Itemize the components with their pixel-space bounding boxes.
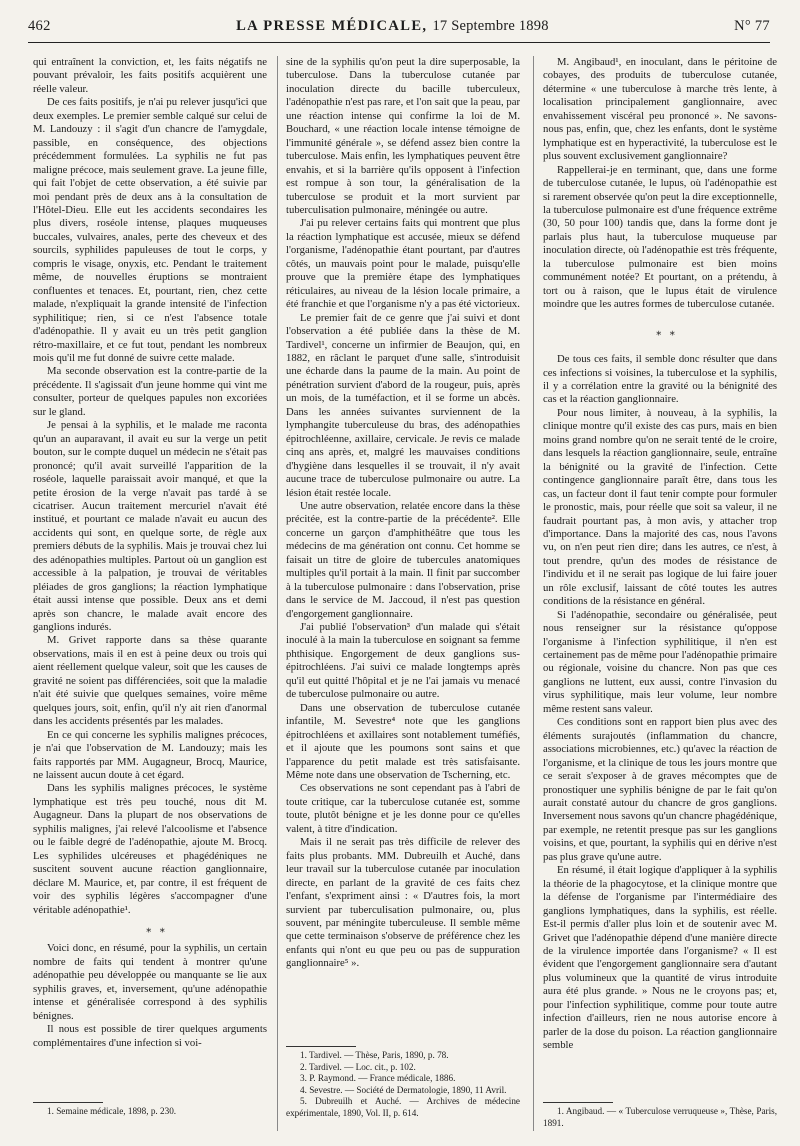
footnote: 1. Angibaud. — « Tuberculose verruqueuse », Thèse, Paris, 1891. (543, 1106, 777, 1128)
text-column-3 (543, 56, 777, 1136)
footnote-rule (543, 1102, 613, 1103)
column-body (33, 56, 267, 1086)
paragraph: De ces faits positifs, je n'ai pu relever jusqu'ici que deux exemples. Le premier semble calqué sur celui de M. Landouzy : il s'agit d'un chancre de l'amygdale, passible, en conséquence, des objections précédemment formulées. La syphilis ne fut pas maligne précoce, mais seulement grave. La jeune fille, qui fait l'objet de cette observation, a été suivie par moi pendant près de deux ans à la consultation de l'Hôtel-Dieu. Elle eut les accidents secondaires les plus divers, roséole intense, plaques muqueuses buccales, vulvaires, anales, perte des cheveux et des sourcils, syphilides papuleuses de tout le corps, y compris le visage, onyxis, etc. Pendant le traitement même, de nouvelles éruptions se montraient confluentes et tenaces. Et, pourtant, rien, chez cette malade, n'expliquait la grande intensité de l'infection syphilitique; rien, si ce n'est l'absence totale d'adénopathie. Il y avait eu un très petit ganglion rétro-maxillaire, et ce fut tout, pendant les nombreux mois qu'il me fut donné de suivre cette malade. (33, 96, 267, 364)
paragraph: qui entraînent la conviction, et, les faits négatifs ne pouvant prévaloir, les faits positifs acquièrent une réelle valeur. (33, 56, 267, 95)
footnote: 2. Tardivel. — Loc. cit., p. 102. (300, 1061, 416, 1072)
column-divider (277, 56, 278, 1131)
footnote-rule (286, 1046, 356, 1047)
text-column-2 (286, 56, 520, 1136)
paragraph: Il nous est possible de tirer quelques arguments complémentaires d'une infection si voi- (33, 1023, 267, 1049)
paragraph: Je pensai à la syphilis, et le malade me raconta qu'un an auparavant, il avait eu sur la verge un petit bouton, sur le compte duquel un médecin ne s'était pas prononcé; qu'il avait surveillé l'apparition de la roséole, laquelle paraissait avoir manqué, et que la petite érosion de la verge n'avait pas tardé à se cicatriser. Aucun traitement mercuriel n'avait été institué, et pourtant ce malade n'avait eu aucun des accidents qui sont, en quelque sorte, de règle aux premiers débuts de la syphilis. Mais je trouvai chez lui des adénopathies multiples. Partout où un ganglion est accessible à la palpation, je trouvai de véritables pléiades de gros ganglions; la réaction lymphatique était aussi intense que possible. Deux ans et demi après son chancre, le malade avait encore des ganglions indurés. (33, 419, 267, 634)
column-body (286, 56, 520, 1031)
paragraph: Une autre observation, relatée encore dans la thèse précitée, est la contre-partie de la précédente². Elle concerne un garçon d'amphithéâtre que tous les médecins de ma génération ont connu. Cet homme se faisait un titre de gloire de tubercules anatomiques multiples qu'il portait à la main. Il finit par succomber à la tuberculose pulmonaire : dans l'observation, prise dans le service de M. Jaccoud, il n'est pas question d'engorgement ganglionnaire. (286, 499, 520, 620)
paragraph: Voici donc, en résumé, pour la syphilis, un certain nombre de faits qui tendent à montrer qu'une adénopathie peu développée ou manquante se lie aux syphilis graves, et, inversement, qu'une adénopathie intense et généralisée correspond à des syphilis bénignes. (33, 942, 267, 1022)
footnote: 3. P. Raymond. — France médicale, 1886. (300, 1073, 456, 1083)
paragraph: Si l'adénopathie, secondaire ou généralisée, peut nous renseigner sur la résistance qu'oppose l'organisme à l'infection syphilitique, il n'en est certainement pas de même pour l'adénopathie primaire ou régionale, voisine du chancre. Non pas que ces ganglions ne luttent, eux aussi, contre l'invasion du virus syphilitique, mais leur volume, leur nombre même restent sans valeur. (543, 608, 777, 715)
footnote-rule (33, 1102, 103, 1103)
column-footnotes (33, 1096, 267, 1118)
paragraph: Rappellerai-je en terminant, que, dans une forme de tuberculose cutanée, le lupus, où l'adénopathie est si rarement observée qu'on peut la dire exceptionnelle, la tuberculose pulmonaire est d'une fréquence extrême (30, 50 pour 100) tandis que, dans la forme dont je parlais plus haut, la tuberculose muqueuse par inoculation directe, où l'adénopathie est très fréquente, la tuberculose pulmonaire est bien moins communément notée? Et pourtant, on a prétendu, à tort ou à raison, que le lupus était de virulence moindre que les autres formes de tuberculose cutanée. (543, 163, 777, 311)
paragraph: M. Grivet rapporte dans sa thèse quarante observations, mais il en est à peine deux ou trois qui aient réellement quelque valeur, soit que les causes de gravité ne soient pas différenciées, soit que la maladie n'ait été suivie que quelques semaines, voire même quelques jours, soit, enfin, qu'il n'y ait rien d'anormal dans les accidents présentés par les malades. (33, 634, 267, 728)
column-footnotes (286, 1040, 520, 1119)
paragraph: En ce qui concerne les syphilis malignes précoces, je n'ai que l'observation de M. Landouzy; mais les faits rapportés par MM. Augagneur, Brocq, Maurice, ne laissent aucun doute à cet égard. (33, 728, 267, 782)
journal-title (236, 18, 549, 35)
footnote: 1. Tardivel. — Thèse, Paris, 1890, p. 78. (300, 1050, 449, 1060)
paragraph: sine de la syphilis qu'on peut la dire superposable, la tuberculose. Dans la tuberculose cutanée par inoculation directe du bacille tuberculeux, l'adénopathie n'est pas rare, et l'on sait que la peau, par une réaction intense qui confirme la loi de M. Bouchard, « une réaction locale intense témoigne de l'immunité générale », se défend assez bien contre la tuberculose. Mais enfin, les lymphatiques peuvent être envahis, et si la barrière qu'ils opposent à l'infection est rompue à son tour, la généralisation de la tuberculose se produit et la mort survient par tuberculisation pulmonaire, méningée ou autre. (286, 56, 520, 216)
journal-name: LA PRESSE MÉDICALE, (236, 18, 428, 34)
section-separator: ⁎ ⁎ (656, 326, 678, 338)
page-header (28, 18, 770, 40)
footnote: 4. Sevestre. — Société de Dermatologie, 1890, 11 Avril. (300, 1084, 507, 1095)
paragraph: Dans les syphilis malignes précoces, le système lymphatique est très peu touché, nous dit M. Augagneur. Dans la plupart de nos observations de syphilis malignes, j'ai relevé l'alcoolisme et l'absence ou le faible degré de l'adénopathie, ajoute M. Brocq. Les syphilides ulcéreuses et phagédéniques ne suscitent souvent aucune réaction ganglionnaire, déclare M. Maurice, et, par contre, il est fréquent de voir des syphilis légères s'accompagner d'une véritable adénopathie¹. (33, 782, 267, 916)
page-number: 462 (28, 18, 51, 34)
footnote: 1. Semaine médicale, 1898, p. 230. (47, 1106, 177, 1116)
header-rule (28, 42, 770, 43)
paragraph: Ma seconde observation est la contre-partie de la précédente. Il s'agissait d'un jeune homme qui vint me consulter, porteur de quelques papules non excoriées sur le gland. (33, 365, 267, 418)
paragraph: Le premier fait de ce genre que j'ai suivi et dont l'observation a été publiée dans la thèse de M. Tardivel¹, concerne un infirmier de Beaujon, qui, en 1882, en râclant le parquet d'une salle, s'introduisit une écharde dans la paume de la main. Au point de pénétration survient d'abord de la rougeur, puis, après un mois, de la tuméfaction, et il se forme un abcès. Dans les années suivantes surviennent de la lymphangite tuberculeuse du bras, des adénopathies épitrochléenne, axillaire, cervicale. Je revis ce malade cinq ans après, et, malgré les mauvaises conditions d'hygiène dans lesquelles il se trouvait, il n'y avait aucune trace de tuberculose pulmonaire ou autre. La lésion était restée locale. (286, 311, 520, 499)
paragraph: Mais il ne serait pas très difficile de relever des faits plus probants. MM. Dubreuilh et Auché, dans leur travail sur la tuberculose cutanée par inoculation directe, en parlant de la gravité de ces faits chez l'enfant, s'expriment ainsi : « D'autres fois, la mort survient par tuberculisation pulmonaire, ou, plus souvent, par méningite tuberculeuse. Il semble même que cette terminaison s'observe de préférence chez les enfants qui n'ont eu que peu ou pas de suppuration ganglionnaire⁵ ». (286, 836, 520, 970)
paragraph: J'ai publié l'observation³ d'un malade qui s'était inoculé à la main la tuberculose en soignant sa femme phthisique. Engorgement de deux ganglions sus-épitrochléens. J'ai suivi ce malade longtemps après qu'il eut quitté l'hôpital et je ne l'ai jamais vu menacé de tuberculose pulmonaire ou autre. (286, 621, 520, 701)
paragraph: En résumé, il était logique d'appliquer à la syphilis la théorie de la phagocytose, et la clinique montre que la défense de l'organisme par l'intermédiaire des ganglions lymphatiques, dans la syphilis, est réelle. Est-il permis d'aller plus loin et de soutenir avec M. Grivet que l'adénopathie dépend d'une manière directe de la virulence importée dans l'organisme? « Il est évident que l'engorgement ganglionnaire sera d'autant plus volumineux que la quantité de virus introduite aura été plus grande. » Nous ne le croyons pas; et, pour l'infection syphilitique, comme pour toute autre infection d'ailleurs, rien ne nous autorise encore à parler de la dose du poison. La réaction ganglionnaire semble (543, 864, 777, 1052)
paragraph: Pour nous limiter, à nouveau, à la syphilis, la clinique montre qu'il existe des cas purs, mais en bien moins grand nombre qu'on ne serait tenté de le croire, dans lesquels la réaction ganglionnaire, seule, entraîne la bénignité ou la gravité de l'infection. Cette contingence ganglionnaire paraît être, dans tous les cas, un facteur dont il faut tenir compte pour formuler le pronostic, mais, pour réelle que soit sa valeur, il ne faudrait pourtant pas, à mon avis, y attacher trop d'importance. Dans la majorité des cas, nous l'avons vu, on n'en peut rien dire; dans les autres, ce n'est, à tout prendre, qu'un des modes de résistance de l'individu et il ne serait pas logique de lui faire jouer un rôle exclusif, laissant de côté toutes les autres conditions de la résistance en général. (543, 406, 777, 608)
paragraph: Ces conditions sont en rapport bien plus avec des éléments surajoutés (inflammation du chancre, associations microbiennes, etc.) qu'avec la réaction de l'organisme, et la clinique de tous les jours montre que ce serait s'exposer à de graves mécomptes que de pronostiquer une syphilis bénigne de par le fait qu'on aurait constaté autour du chancre de gros ganglions. Inversement nous savons qu'un chancre phagédénique, par exemple, ne retentit presque pas sur les ganglions voisins, et que, pourtant, la syphilis qui en dérive n'est pas plus grave qu'une autre. (543, 716, 777, 863)
column-footnotes (543, 1096, 777, 1129)
column-divider (533, 56, 534, 1131)
paragraph: Dans une observation de tuberculose cutanée infantile, M. Sevestre⁴ note que les ganglions épitrochléens et axillaires sont notablement tuméfiés, et il ajoute que les poumons sont sains et que l'apparence du petit malade est très satisfaisante. Même note dans une observation de Tscherning, etc. (286, 701, 520, 782)
paragraph: M. Angibaud¹, en inoculant, dans le péritoine de cobayes, des produits de tuberculose cutanée, détermine « une tuberculose à marche très lente, à localisation principalement ganglionnaire, avec envahissement viscéral peu prononcé ». Ne savons-nous pas, enfin, que, chez les enfants, dont le système lymphatique est en hyperactivité, la tuberculose est le plus souvent exclusivement ganglionnaire? (543, 56, 777, 163)
paragraph: Ces observations ne sont cependant pas à l'abri de toute critique, car la tuberculose cutanée est, somme toute, plutôt bénigne et je les donne pour ce qu'elles valent, à titre d'indication. (286, 782, 520, 835)
issue-number: N° 77 (734, 18, 770, 34)
column-body (543, 56, 777, 1086)
paragraph: J'ai pu relever certains faits qui montrent que plus la réaction lymphatique est accusée, mieux se défend l'organisme, l'adénopathie étant pourtant, par d'autres côtés, un mauvais point pour le malade, puisqu'elle prouve que la première étape des lymphatiques réticulaires, au niveau de la lésion locale primaire, a été franchie et que l'organisme n'y a pas été victorieux. (286, 217, 520, 311)
paragraph: De tous ces faits, il semble donc résulter que dans ces infections si voisines, la tuberculose et la syphilis, il y a corrélation entre la gravité ou la bénignité des cas et la réaction ganglionnaire. (543, 353, 777, 406)
issue-date: 17 Septembre 1898 (432, 18, 549, 34)
section-separator: ⁎ ⁎ (146, 924, 168, 935)
text-column-1 (33, 56, 267, 1136)
footnote: 5. Dubreuilh et Auché. — Archives de médecine expérimentale, 1890, Vol. II, p. 614. (286, 1096, 520, 1118)
